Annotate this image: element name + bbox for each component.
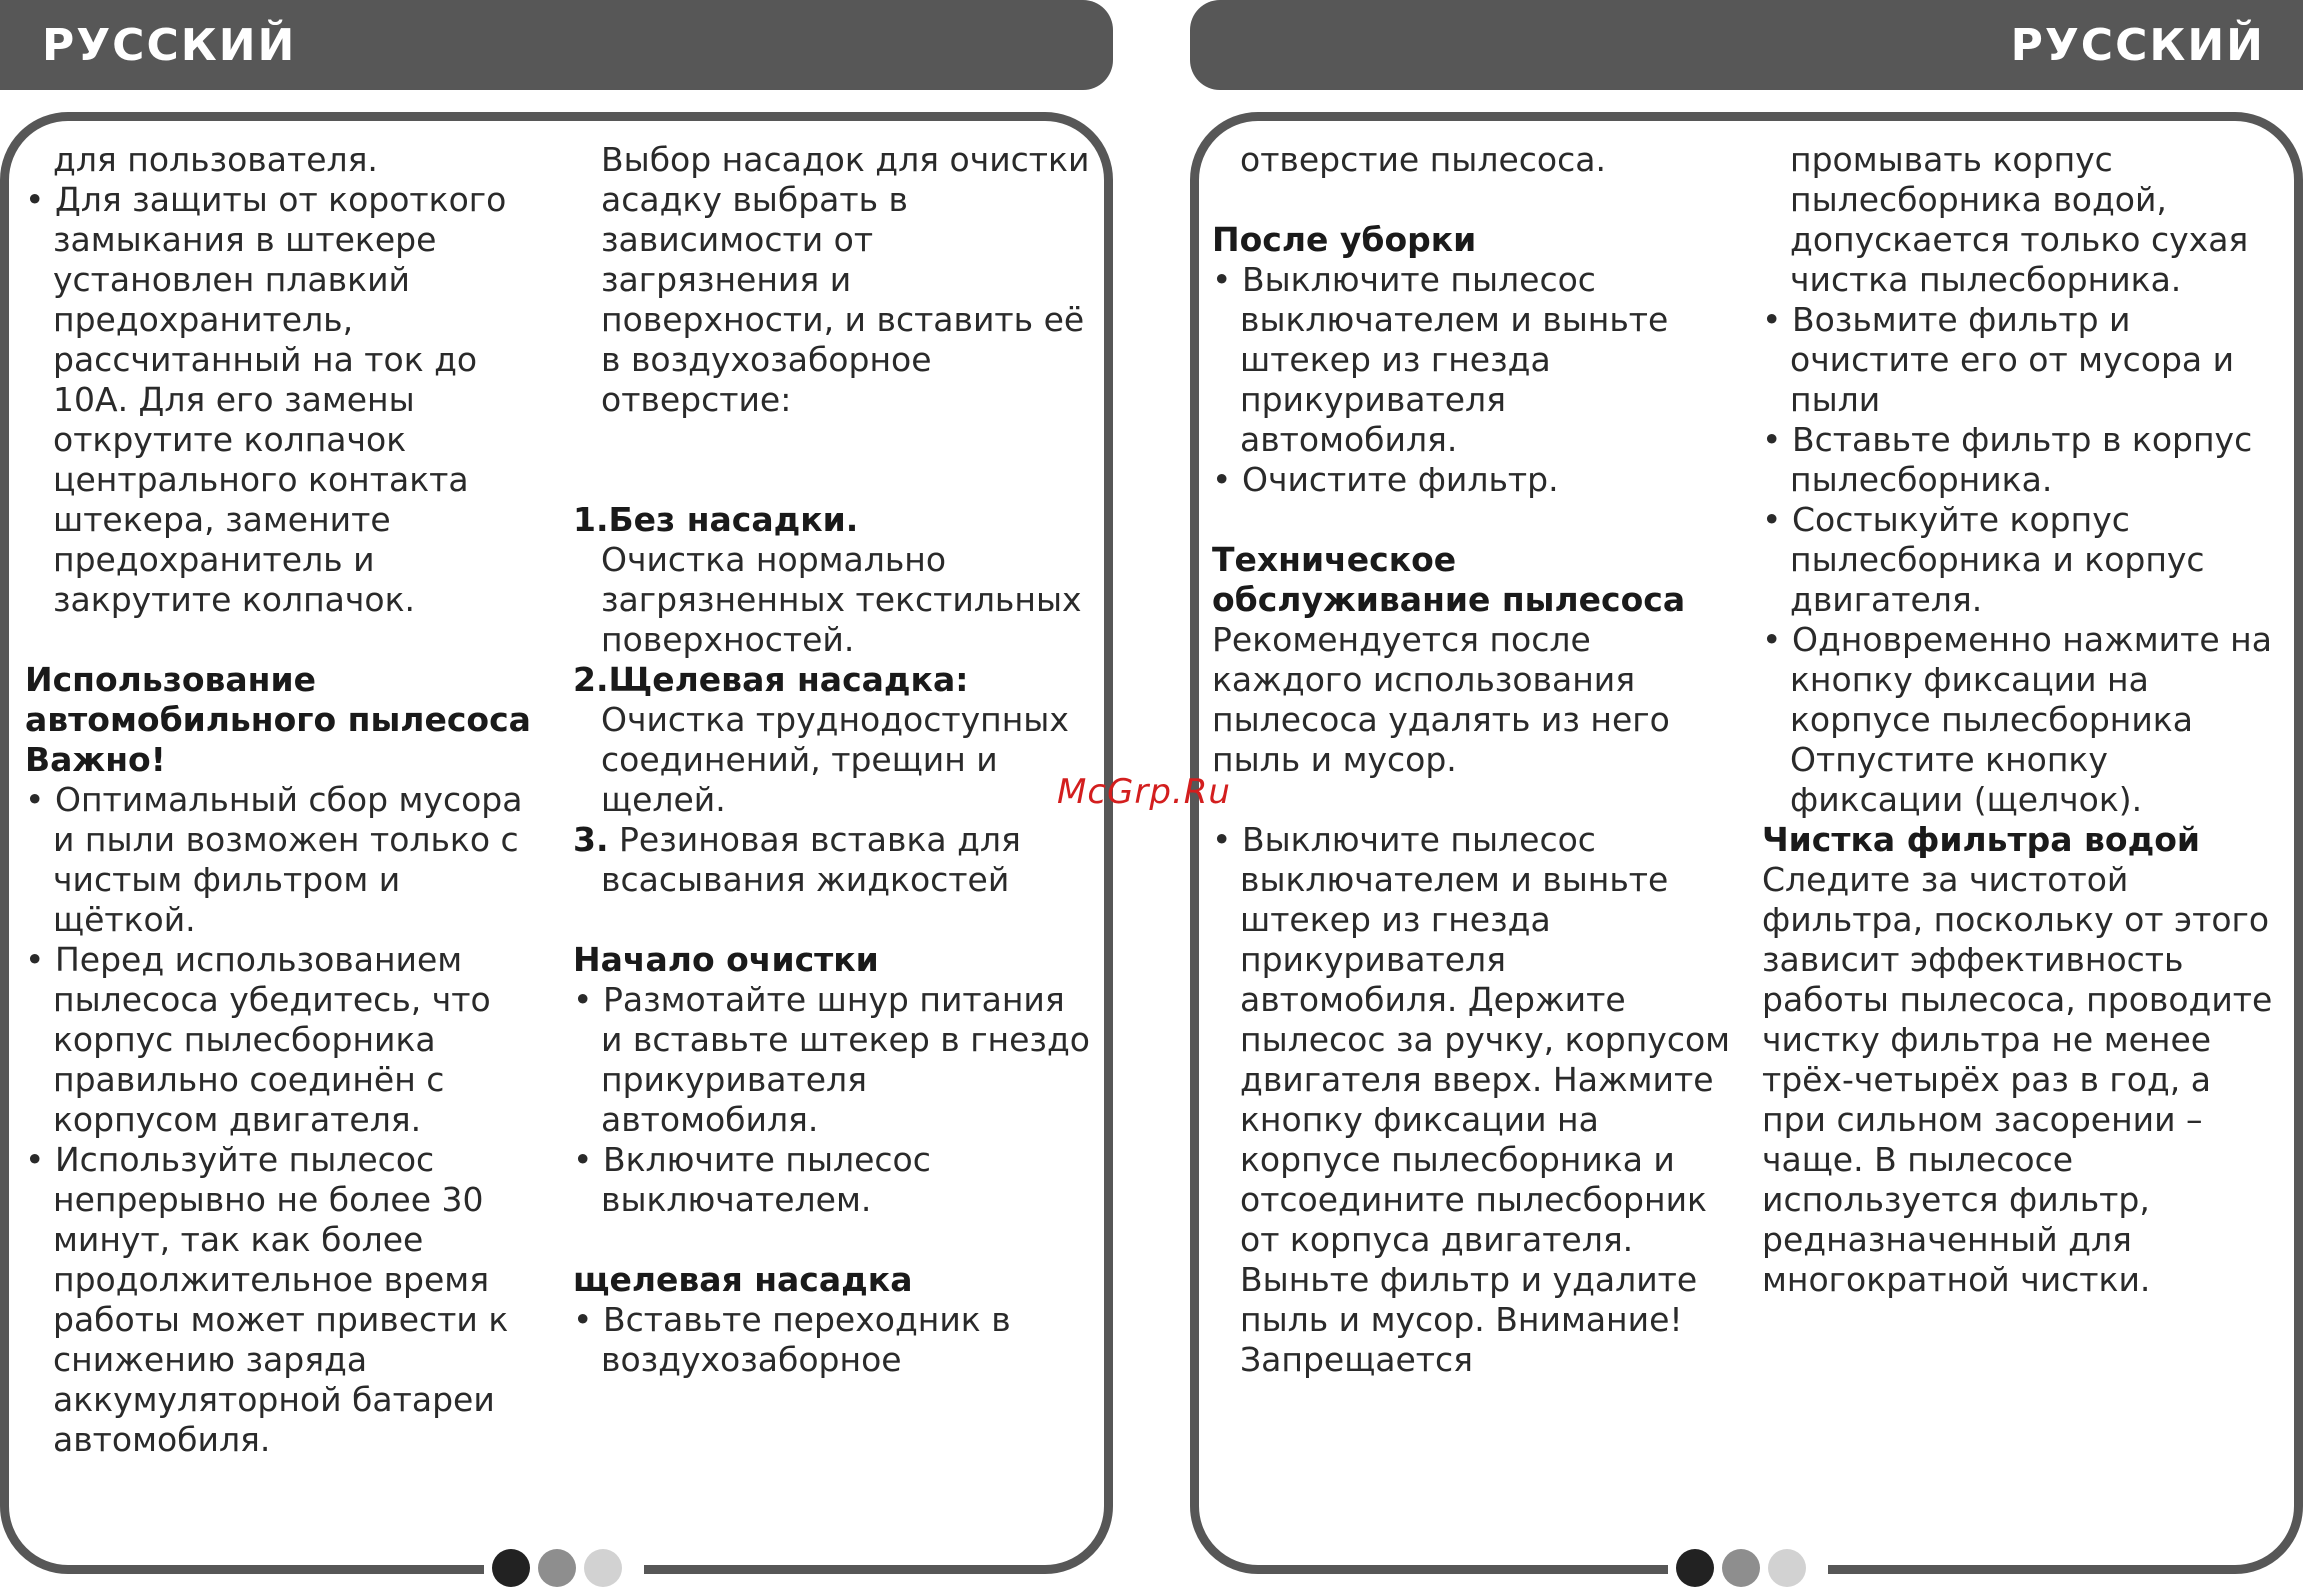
- section-heading: Важно!: [25, 740, 166, 779]
- bullet-item: • Возьмите фильтр и очистите его от мусора и пыли: [1762, 300, 2235, 419]
- section-heading: Техническое обслуживание пылесоса: [1212, 540, 1686, 619]
- right-page: [1190, 0, 2304, 1588]
- section-heading: Чистка фильтра водой: [1762, 820, 2201, 859]
- paragraph: Следите за чистотой фильтра, поскольку от этого зависит эффективность работы пылесоса, проводите чистку фильтра не менее трёх-четырёх раз в год, а при сильном засорении – чаще. В пылесосе используется фильтр, редназначенный для многократной чистки.: [1762, 860, 2273, 1299]
- page-dot-dark: [492, 1549, 530, 1587]
- page-dot-medium: [1722, 1549, 1760, 1587]
- column-2: [573, 140, 1093, 1380]
- watermark-text: McGrp.Ru: [1057, 772, 1231, 812]
- section-heading: Использование автомобильного пылесоса: [25, 660, 531, 739]
- bullet-item: • Очистите фильтр.: [1212, 460, 1559, 499]
- page-header-left: [0, 0, 1113, 90]
- text-line: для пользователя.: [53, 140, 378, 179]
- section-heading: После уборки: [1212, 220, 1477, 259]
- page-dot-medium: [538, 1549, 576, 1587]
- bullet-item: • Одновременно нажмите на кнопку фиксации на корпусе пылесборника Отпустите кнопку фиксации (щелчок).: [1762, 620, 2272, 819]
- bullet-item: • Размотайте шнур питания и вставьте штекер в гнездо прикуривателя автомобиля.: [573, 980, 1090, 1139]
- bullet-item: • Состыкуйте корпус пылесборника и корпус двигателя.: [1762, 500, 2205, 619]
- numbered-item: 1.Без насадки. Очистка нормально загрязненных текстильных поверхностей.: [573, 500, 1082, 659]
- column-4: [1762, 140, 2282, 1300]
- page-header-right: [1190, 0, 2303, 90]
- page-indicator-left: [492, 1549, 622, 1587]
- column-3: [1212, 140, 1732, 1380]
- bullet-item: • Выключите пылесос выключателем и выньте штекер из гнезда прикуривателя автомобиля.: [1212, 260, 1669, 459]
- page-dot-light: [584, 1549, 622, 1587]
- paragraph: промывать корпус пылесборника водой, допускается только сухая чистка пылесборника.: [1790, 140, 2249, 299]
- bullet-item: • Включите пылесос выключателем.: [573, 1140, 931, 1219]
- page-indicator-right: [1676, 1549, 1806, 1587]
- page-dot-dark: [1676, 1549, 1714, 1587]
- bullet-item: • Для защиты от короткого замыкания в штекере установлен плавкий предохранитель, рассчитанный на ток до 10А. Для его замены открутите колпачок центрального контакта штекера, замените предохранитель и закрутите колпачок.: [25, 180, 507, 619]
- bullet-item: • Выключите пылесос выключателем и выньте штекер из гнезда прикуривателя автомобиля. Держите пылесос за ручку, корпусом двигателя вверх. Нажмите кнопку фиксации на корпусе пылесборника и отсоедините пылесборник от корпуса двигателя. Выньте фильтр и удалите пыль и мусор. Внимание! Запрещается: [1212, 820, 1731, 1379]
- section-heading: щелевая насадка: [573, 1260, 913, 1299]
- bullet-item: • Вставьте переходник в воздухозаборное: [573, 1300, 1011, 1379]
- bullet-item: • Оптимальный сбор мусора и пыли возможен только с чистым фильтром и щёткой.: [25, 780, 523, 939]
- bullet-item: • Перед использованием пылесоса убедитесь, что корпус пылесборника правильно соединён с корпусом двигателя.: [25, 940, 491, 1139]
- bullet-item: • Вставьте фильтр в корпус пылесборника.: [1762, 420, 2253, 499]
- paragraph: Рекомендуется после каждого использования пылесоса удалять из него пыль и мусор.: [1212, 620, 1670, 779]
- section-heading: Начало очистки: [573, 940, 879, 979]
- numbered-item: 2.Щелевая насадка: Очистка труднодоступных соединений, трещин и щелей.: [573, 660, 1069, 819]
- column-1: [25, 140, 545, 1460]
- left-page: [0, 0, 1115, 1588]
- numbered-item: 3. Резиновая вставка для всасывания жидкостей: [573, 820, 1021, 899]
- bullet-item: • Используйте пылесос непрерывно не более 30 минут, так как более продолжительное время работы может привести к снижению заряда аккумуляторной батареи автомобиля.: [25, 1140, 509, 1459]
- header-title: РУССКИЙ: [42, 19, 297, 71]
- paragraph: Выбор насадок для очистки асадку выбрать в зависимости от загрязнения и поверхности, и вставить её в воздухозаборное отверстие:: [601, 140, 1090, 419]
- text-line: отверстие пылесоса.: [1240, 140, 1606, 179]
- header-title: РУССКИЙ: [2010, 19, 2265, 71]
- page-dot-light: [1768, 1549, 1806, 1587]
